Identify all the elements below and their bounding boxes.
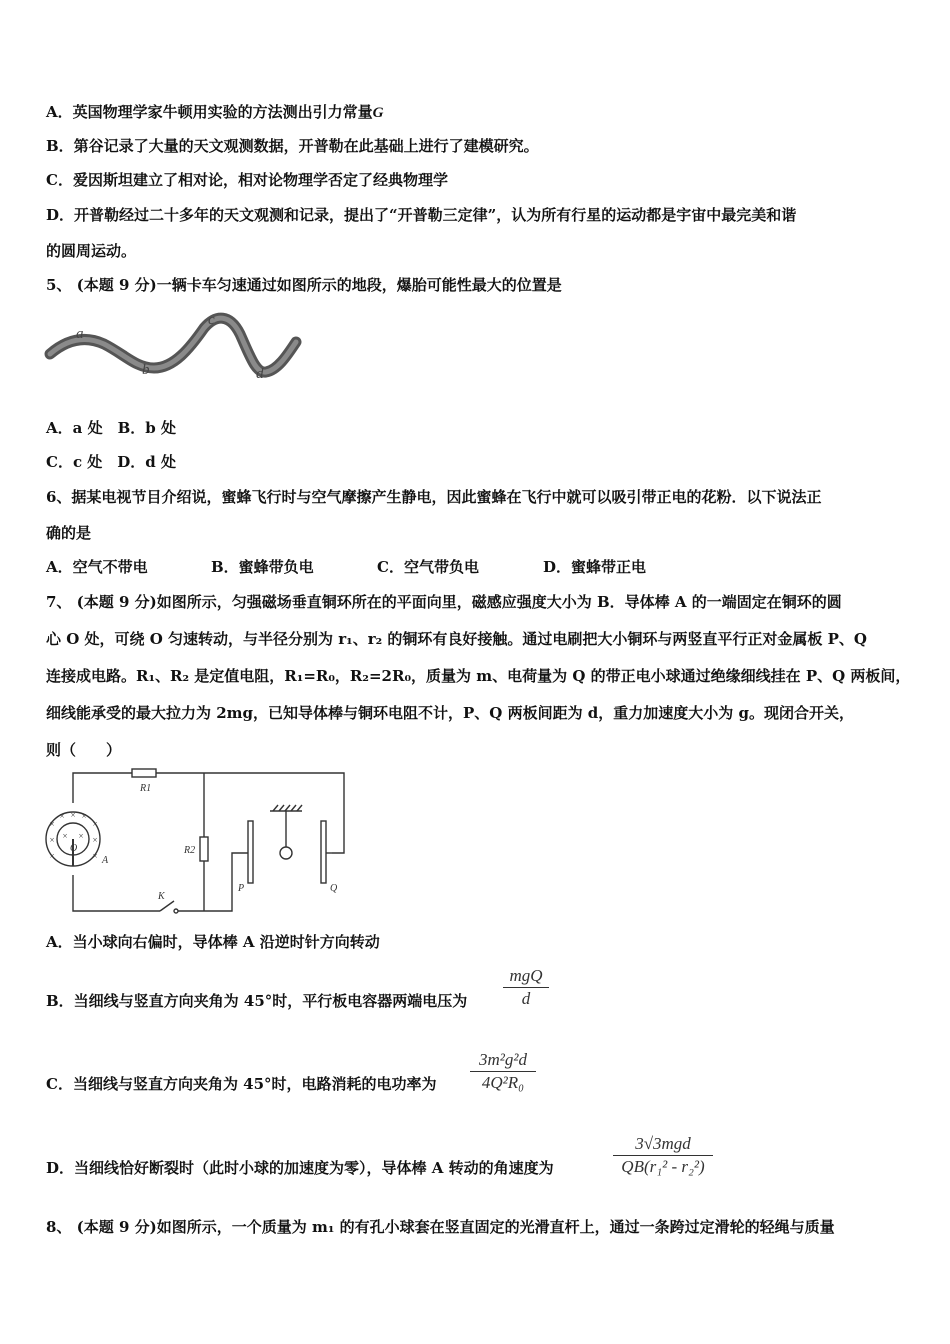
svg-text:×: × <box>62 831 68 841</box>
q7-stem-line5: 则（ ） <box>46 741 122 759</box>
q4-option-d-line2: 的圆周运动。 <box>46 242 137 260</box>
q5-options-line2: C．c 处 D．d 处 <box>46 453 177 471</box>
charged-ball <box>280 847 292 859</box>
q4-option-d-line1: D．开普勒经过二十多年的天文观测和记录，提出了“开普勒三定律”，认为所有行星的运动都是宇宙中最完美和谐 <box>46 206 797 224</box>
label-k: K <box>158 891 165 902</box>
road-label-c: c <box>208 312 215 328</box>
svg-text:×: × <box>92 851 98 861</box>
q5-road-figure <box>44 308 306 388</box>
resistor-r1 <box>132 769 156 777</box>
q4-option-a-symbol: G <box>372 105 384 121</box>
svg-text:×: × <box>78 831 84 841</box>
q7-stem-line1: 7、 (本题 9 分)如图所示，匀强磁场垂直铜环所在的平面向里，磁感应强度大小为 B．导体棒 A 的一端固定在铜环的圆 <box>46 593 842 611</box>
q7-option-b-fraction <box>503 966 549 1009</box>
q7-circuit-figure <box>40 765 350 915</box>
label-p: P <box>238 883 245 894</box>
q6-stem-line1: 6、据某电视节目介绍说，蜜蜂飞行时与空气摩擦产生静电，因此蜜蜂在飞行中就可以吸引带正电的花粉．以下说法正 <box>46 488 822 506</box>
q6-option-d: D．蜜蜂带正电 <box>543 558 647 576</box>
q7-option-a: A．当小球向右偏时，导体棒 A 沿逆时针方向转动 <box>46 933 380 951</box>
plate-q <box>321 821 326 883</box>
q7-stem-line4: 细线能承受的最大拉力为 2mg，已知导体棒与铜环电阻不计，P、Q 两板间距为 d，重力加速度大小为 g。现闭合开关， <box>46 704 855 722</box>
svg-text:×: × <box>59 811 65 821</box>
label-o: O <box>70 843 78 854</box>
svg-text:×: × <box>70 810 76 820</box>
road-label-a: a <box>76 326 84 342</box>
q7-option-d-denominator: QB(r₁² - r₂²) <box>621 1157 705 1176</box>
q5-options-line1: A．a 处 B．b 处 <box>46 419 176 437</box>
road-label-b: b <box>142 362 150 378</box>
q7-option-d: D．当细线恰好断裂时（此时小球的加速度为零），导体棒 A 转动的角速度为 <box>46 1159 554 1177</box>
road-label-d: d <box>256 366 264 382</box>
svg-text:×: × <box>92 835 98 845</box>
q7-option-d-numerator: 3√3mgd <box>635 1134 691 1153</box>
q8-stem-line1: 8、 (本题 9 分)如图所示，一个质量为 m₁ 的有孔小球套在竖直固定的光滑直杆上，通过一条跨过定滑轮的轻绳与质量 <box>46 1218 835 1236</box>
label-r1: R1 <box>140 783 152 794</box>
switch-k <box>160 901 174 911</box>
svg-text:×: × <box>49 851 55 861</box>
q7-option-c-fraction <box>470 1050 536 1093</box>
svg-text:×: × <box>92 819 98 829</box>
label-r2: R2 <box>184 845 196 856</box>
label-a: A <box>102 855 109 866</box>
svg-text:×: × <box>49 819 55 829</box>
q6-option-c: C．空气带负电 <box>377 558 479 576</box>
svg-text:×: × <box>81 811 87 821</box>
q6-option-b: B．蜜蜂带负电 <box>211 558 314 576</box>
q7-option-b-numerator: mgQ <box>509 966 543 985</box>
q6-option-a: A．空气不带电 <box>46 558 148 576</box>
q7-option-b-denominator: d <box>521 989 531 1008</box>
q5-stem: 5、 (本题 9 分)一辆卡车匀速通过如图所示的地段，爆胎可能性最大的位置是 <box>46 276 562 294</box>
q7-option-c-numerator: 3m²g²d <box>479 1050 527 1069</box>
q6-stem-line2: 确的是 <box>46 524 92 542</box>
q7-option-c: C．当细线与竖直方向夹角为 45°时，电路消耗的电功率为 <box>46 1075 437 1093</box>
resistor-r2 <box>200 837 208 861</box>
q4-option-c: C．爱因斯坦建立了相对论，相对论物理学否定了经典物理学 <box>46 171 448 189</box>
q7-stem-line2: 心 O 处，可绕 O 匀速转动，与半径分别为 r₁、r₂ 的铜环有良好接触。通过电刷把大小铜环与两竖直平行正对金属板 P、Q <box>46 630 867 648</box>
q7-option-d-fraction <box>613 1134 713 1177</box>
svg-text:×: × <box>49 835 55 845</box>
q7-stem-line3: 连接成电路。R₁、R₂ 是定值电阻，R₁=R₀，R₂=2R₀，质量为 m、电荷量为 Q 的带正电小球通过绝缘细线挂在 P、Q 两板间， <box>46 667 911 685</box>
q4-option-b: B．第谷记录了大量的天文观测数据，开普勒在此基础上进行了建模研究。 <box>46 137 539 155</box>
q7-option-c-denominator: 4Q²R₀ <box>481 1073 525 1092</box>
plate-p <box>248 821 253 883</box>
label-q: Q <box>330 883 338 894</box>
q7-option-b: B．当细线与竖直方向夹角为 45°时，平行板电容器两端电压为 <box>46 992 468 1010</box>
q4-option-a: A．英国物理学家牛顿用实验的方法测出引力常量G <box>46 103 384 121</box>
